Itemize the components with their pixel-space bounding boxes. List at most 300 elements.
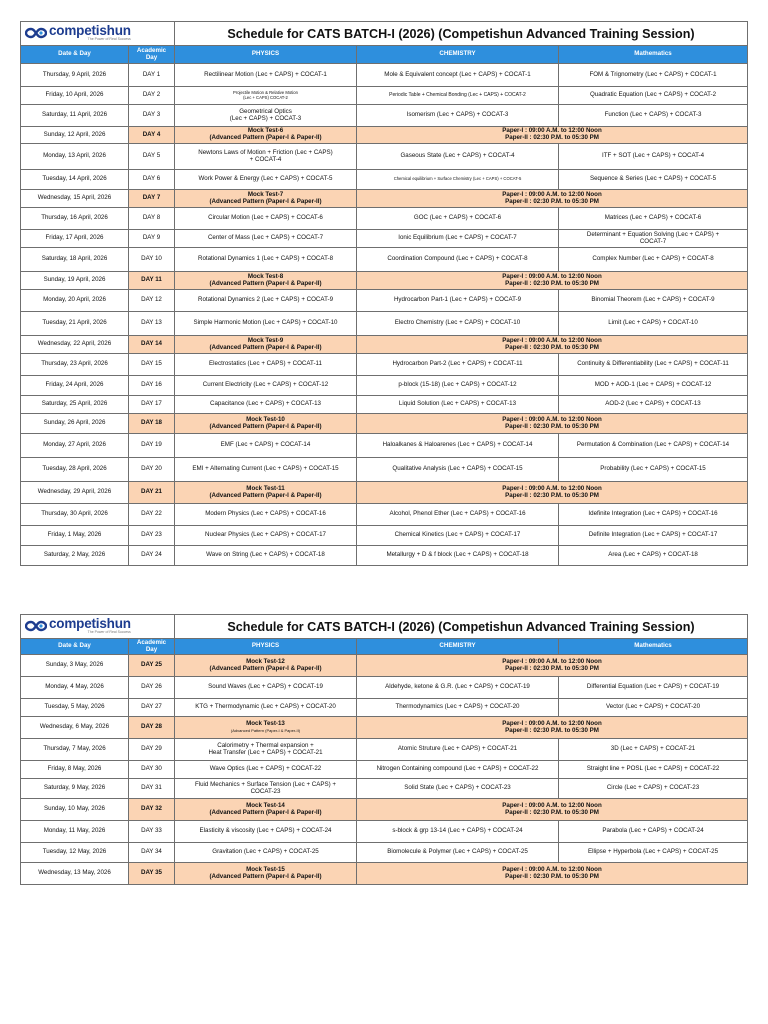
mathematics-cell-text: MOD + AOD-1 (Lec + CAPS) + COCAT-12 <box>594 381 712 389</box>
mock-test-cell <box>175 272 357 290</box>
mathematics-cell-text: Quadratic Equation (Lec + CAPS) + COCAT-2 <box>589 91 717 99</box>
physics-cell <box>175 779 357 799</box>
schedule-row <box>21 396 748 414</box>
chemistry-cell-text: Nitrogen Containing compound (Lec + CAPS) + COCAT-22 <box>376 765 539 773</box>
chemistry-cell-text: s-block & grp 13-14 (Lec + CAPS) + COCAT-24 <box>392 827 523 835</box>
chemistry-cell <box>357 105 559 127</box>
chemistry-cell-text: p-block (15-18) (Lec + CAPS) + COCAT-12 <box>398 381 517 389</box>
chemistry-cell <box>357 208 559 230</box>
physics-cell <box>175 290 357 312</box>
date-cell: Saturday, 2 May, 2026 <box>21 546 129 566</box>
physics-cell-text: Capacitance (Lec + CAPS) + COCAT-13 <box>210 400 321 408</box>
mathematics-cell <box>559 312 748 336</box>
mock-test-cell <box>175 127 357 144</box>
chemistry-cell <box>357 312 559 336</box>
mock-test-pattern: (Advanced Pattern (Paper-I & Paper-II) <box>230 727 301 733</box>
physics-cell <box>175 677 357 699</box>
academic-day-cell: DAY 13 <box>129 312 175 336</box>
date-cell: Tuesday, 21 April, 2026 <box>21 312 129 336</box>
date-cell: Sunday, 12 April, 2026 <box>21 127 129 144</box>
schedule-row <box>21 739 748 761</box>
paper-timing-cell <box>357 414 748 434</box>
mock-test-label: Mock Test-11 (Advanced Pattern (Paper-I & Paper-II) <box>209 484 322 499</box>
mathematics-cell <box>559 290 748 312</box>
logo <box>25 617 131 635</box>
academic-day-cell: DAY 30 <box>129 761 175 779</box>
chemistry-cell-text: Hydrocarbon Part-2 (Lec + CAPS) + COCAT-11 <box>392 360 523 368</box>
chemistry-cell <box>357 821 559 843</box>
mathematics-cell <box>559 230 748 248</box>
mathematics-cell <box>559 458 748 482</box>
chemistry-cell-text: Electro Chemistry (Lec + CAPS) + COCAT-10 <box>394 319 521 327</box>
mathematics-cell <box>559 504 748 526</box>
physics-cell <box>175 546 357 566</box>
date-cell: Thursday, 30 April, 2026 <box>21 504 129 526</box>
academic-day-cell: DAY 3 <box>129 105 175 127</box>
physics-cell <box>175 87 357 105</box>
mock-test-row <box>21 482 748 504</box>
physics-cell-text: Circular Motion (Lec + CAPS) + COCAT-6 <box>208 214 323 222</box>
chemistry-cell <box>357 230 559 248</box>
mathematics-cell-text: Circle (Lec + CAPS) + COCAT-23 <box>606 784 700 792</box>
physics-cell-text: Projectile Motion & Relative Motion (Lec + CAPS) COCAT-2 <box>233 89 298 100</box>
physics-cell <box>175 843 357 863</box>
academic-day-cell: DAY 18 <box>129 414 175 434</box>
academic-day-cell: DAY 14 <box>129 336 175 354</box>
mathematics-cell-text: Area (Lec + CAPS) + COCAT-18 <box>608 551 698 559</box>
physics-cell <box>175 208 357 230</box>
chemistry-cell <box>357 434 559 458</box>
chemistry-cell-text: Haloalkanes & Haloarenes (Lec + CAPS) + COCAT-14 <box>382 441 533 449</box>
date-cell: Sunday, 10 May, 2026 <box>21 799 129 821</box>
chemistry-cell-text: Liquid Solution (Lec + CAPS) + COCAT-13 <box>398 400 517 408</box>
column-header: Mathematics <box>559 46 748 64</box>
mock-test-cell <box>175 655 357 677</box>
mock-test-row <box>21 272 748 290</box>
mock-test-cell <box>175 482 357 504</box>
mock-test-label: Mock Test-14 (Advanced Pattern (Paper-I & Paper-II) <box>209 801 322 816</box>
physics-cell <box>175 230 357 248</box>
brand-name: competishun <box>49 22 131 38</box>
chemistry-cell-text: Mole & Equivalent concept (Lec + CAPS) + COCAT-1 <box>384 70 531 78</box>
mathematics-cell <box>559 779 748 799</box>
physics-cell <box>175 396 357 414</box>
physics-cell-text: Rotational Dynamics 2 (Lec + CAPS) + COCAT-9 <box>197 296 334 304</box>
date-cell: Monday, 13 April, 2026 <box>21 144 129 170</box>
date-cell: Wednesday, 6 May, 2026 <box>21 717 129 739</box>
date-cell: Monday, 27 April, 2026 <box>21 434 129 458</box>
brand-tagline: The Power of Real Success <box>87 37 131 42</box>
date-cell: Monday, 11 May, 2026 <box>21 821 129 843</box>
physics-cell-text: Nuclear Physics (Lec + CAPS) + COCAT-17 <box>205 531 326 539</box>
mathematics-cell <box>559 105 748 127</box>
academic-day-cell: DAY 17 <box>129 396 175 414</box>
date-cell: Tuesday, 14 April, 2026 <box>21 170 129 190</box>
chemistry-cell <box>357 248 559 272</box>
schedule-row <box>21 64 748 87</box>
column-header-row <box>21 639 748 655</box>
academic-day-cell: DAY 29 <box>129 739 175 761</box>
academic-day-cell: DAY 6 <box>129 170 175 190</box>
schedule-row <box>21 458 748 482</box>
date-cell: Friday, 10 April, 2026 <box>21 87 129 105</box>
physics-cell-text: Wave Optics (Lec + CAPS) + COCAT-22 <box>209 765 322 773</box>
academic-day-cell: DAY 31 <box>129 779 175 799</box>
physics-cell <box>175 458 357 482</box>
paper-timing-text: Paper-I : 09:00 A.M. to 12:00 Noon Paper-II : 02:30 P.M. to 05:30 PM <box>502 272 602 287</box>
physics-cell-text: Simple Harmonic Motion (Lec + CAPS) + COCAT-10 <box>193 319 338 327</box>
mathematics-cell <box>559 677 748 699</box>
chemistry-cell-text: Ionic Equilibrium (Lec + CAPS) + COCAT-7 <box>398 234 517 242</box>
date-cell: Thursday, 7 May, 2026 <box>21 739 129 761</box>
physics-cell-text: Geometrical Optics (Lec + CAPS) + COCAT-3 <box>229 107 302 122</box>
mathematics-cell <box>559 144 748 170</box>
mock-test-row <box>21 190 748 208</box>
mathematics-cell-text: Permutation & Combination (Lec + CAPS) + COCAT-14 <box>576 441 730 449</box>
academic-day-cell: DAY 1 <box>129 64 175 87</box>
mathematics-cell-text: 3D (Lec + CAPS) + COCAT-21 <box>610 745 696 753</box>
physics-cell <box>175 312 357 336</box>
chemistry-cell-text: Chemical Kinetics (Lec + CAPS) + COCAT-17 <box>394 531 521 539</box>
physics-cell <box>175 64 357 87</box>
mathematics-cell-text: Continuity & Differentiability (Lec + CAPS) + COCAT-11 <box>577 360 729 368</box>
mathematics-cell-text: Limit (Lec + CAPS) + COCAT-10 <box>608 319 698 327</box>
chemistry-cell <box>357 504 559 526</box>
schedule-title-cell <box>175 22 748 46</box>
mathematics-cell <box>559 354 748 376</box>
mathematics-cell <box>559 248 748 272</box>
physics-cell-text: Newtons Laws of Motion + Friction (Lec + CAPS) + COCAT-4 <box>198 148 333 163</box>
date-cell: Saturday, 25 April, 2026 <box>21 396 129 414</box>
chemistry-cell <box>357 739 559 761</box>
mathematics-cell <box>559 170 748 190</box>
date-cell: Friday, 8 May, 2026 <box>21 761 129 779</box>
physics-cell-text: Calorimetry + Thermal expansion + Heat Transfer (Lec + CAPS) + COCAT-21 <box>208 741 323 756</box>
physics-cell <box>175 248 357 272</box>
academic-day-cell: DAY 9 <box>129 230 175 248</box>
mock-test-row <box>21 717 748 739</box>
schedule-table-1 <box>20 21 748 566</box>
date-cell: Wednesday, 29 April, 2026 <box>21 482 129 504</box>
physics-cell-text: Elasticity & viscosity (Lec + CAPS) + COCAT-24 <box>199 827 332 835</box>
physics-cell <box>175 170 357 190</box>
paper-timing-cell <box>357 799 748 821</box>
paper-timing-cell <box>357 482 748 504</box>
chemistry-cell-text: Alcohol, Phenol Ether (Lec + CAPS) + COCAT-16 <box>389 510 526 518</box>
chemistry-cell <box>357 677 559 699</box>
physics-cell-text: Work Power & Energy (Lec + CAPS) + COCAT-5 <box>198 175 333 183</box>
chemistry-cell-text: Metallurgy + D & f block (Lec + CAPS) + COCAT-18 <box>386 551 529 559</box>
date-cell: Saturday, 11 April, 2026 <box>21 105 129 127</box>
mock-test-cell <box>175 863 357 885</box>
mathematics-cell-text: Differential Equation (Lec + CAPS) + COCAT-19 <box>586 683 720 691</box>
schedule-row <box>21 354 748 376</box>
mathematics-cell-text: Matrices (Lec + CAPS) + COCAT-6 <box>604 214 702 222</box>
schedule-title-cell <box>175 615 748 639</box>
column-header: Academic Day <box>129 639 175 655</box>
mock-test-row <box>21 799 748 821</box>
schedule-row <box>21 87 748 105</box>
academic-day-cell: DAY 5 <box>129 144 175 170</box>
mathematics-cell-text: Binomial Theorem (Lec + CAPS) + COCAT-9 <box>591 296 715 304</box>
chemistry-cell-text: Atomic Struture (Lec + CAPS) + COCAT-21 <box>397 745 518 753</box>
date-cell: Sunday, 19 April, 2026 <box>21 272 129 290</box>
mathematics-cell <box>559 526 748 546</box>
physics-cell <box>175 144 357 170</box>
mock-test-row <box>21 127 748 144</box>
mock-test-label: Mock Test-12 (Advanced Pattern (Paper-I & Paper-II) <box>209 657 322 672</box>
paper-timing-cell <box>357 655 748 677</box>
chemistry-cell <box>357 526 559 546</box>
schedule-row <box>21 434 748 458</box>
schedule-table-2 <box>20 614 748 885</box>
mock-test-row <box>21 655 748 677</box>
column-header: Academic Day <box>129 46 175 64</box>
mathematics-cell-text: Definite Integration (Lec + CAPS) + COCAT-17 <box>588 531 718 539</box>
physics-cell <box>175 699 357 717</box>
column-header: PHYSICS <box>175 46 357 64</box>
paper-timing-text: Paper-I : 09:00 A.M. to 12:00 Noon Paper-II : 02:30 P.M. to 05:30 PM <box>502 719 602 734</box>
academic-day-cell: DAY 4 <box>129 127 175 144</box>
date-cell: Tuesday, 12 May, 2026 <box>21 843 129 863</box>
mock-test-row <box>21 414 748 434</box>
schedule-row <box>21 821 748 843</box>
date-cell: Wednesday, 15 April, 2026 <box>21 190 129 208</box>
academic-day-cell: DAY 8 <box>129 208 175 230</box>
schedule-row <box>21 290 748 312</box>
academic-day-cell: DAY 33 <box>129 821 175 843</box>
mathematics-cell-text: ITF + SOT (Lec + CAPS) + COCAT-4 <box>601 152 705 160</box>
date-cell: Wednesday, 22 April, 2026 <box>21 336 129 354</box>
mathematics-cell-text: Probability (Lec + CAPS) + COCAT-15 <box>600 465 706 473</box>
paper-timing-cell <box>357 717 748 739</box>
physics-cell <box>175 739 357 761</box>
date-cell: Sunday, 3 May, 2026 <box>21 655 129 677</box>
mock-test-label: Mock Test-8 (Advanced Pattern (Paper-I & Paper-II) <box>209 272 322 287</box>
academic-day-cell: DAY 25 <box>129 655 175 677</box>
physics-cell <box>175 434 357 458</box>
chemistry-cell-text: GOC (Lec + CAPS) + COCAT-6 <box>413 214 502 222</box>
physics-cell-text: EMI + Alternating Current (Lec + CAPS) + COCAT-15 <box>192 465 339 473</box>
date-cell: Tuesday, 5 May, 2026 <box>21 699 129 717</box>
schedule-row <box>21 699 748 717</box>
physics-cell-text: Current Electricity (Lec + CAPS) + COCAT-12 <box>202 381 329 389</box>
physics-cell-text: Fluid Mechanics + Surface Tension (Lec + CAPS) + COCAT-23 <box>194 780 337 795</box>
date-cell: Saturday, 18 April, 2026 <box>21 248 129 272</box>
column-header: Date & Day <box>21 46 129 64</box>
academic-day-cell: DAY 34 <box>129 843 175 863</box>
paper-timing-text: Paper-I : 09:00 A.M. to 12:00 Noon Paper-II : 02:30 P.M. to 05:30 PM <box>502 190 602 205</box>
schedule-row <box>21 779 748 799</box>
date-cell: Friday, 17 April, 2026 <box>21 230 129 248</box>
chemistry-cell-text: Qualitative Analysis (Lec + CAPS) + COCAT-15 <box>392 465 523 473</box>
schedule-row <box>21 312 748 336</box>
mock-test-label: Mock Test-7 (Advanced Pattern (Paper-I & Paper-II) <box>209 190 322 205</box>
date-cell: Sunday, 26 April, 2026 <box>21 414 129 434</box>
title-row <box>21 22 748 46</box>
paper-timing-text: Paper-I : 09:00 A.M. to 12:00 Noon Paper-II : 02:30 P.M. to 05:30 PM <box>502 336 602 351</box>
paper-timing-cell <box>357 272 748 290</box>
date-cell: Friday, 24 April, 2026 <box>21 376 129 396</box>
mathematics-cell <box>559 396 748 414</box>
mathematics-cell <box>559 761 748 779</box>
mathematics-cell <box>559 843 748 863</box>
schedule-row <box>21 376 748 396</box>
schedule-row <box>21 843 748 863</box>
date-cell: Tuesday, 28 April, 2026 <box>21 458 129 482</box>
schedule-row <box>21 248 748 272</box>
column-header-row <box>21 46 748 64</box>
academic-day-cell: DAY 2 <box>129 87 175 105</box>
title-row <box>21 615 748 639</box>
paper-timing-text: Paper-I : 09:00 A.M. to 12:00 Noon Paper-II : 02:30 P.M. to 05:30 PM <box>502 801 602 816</box>
chemistry-cell <box>357 699 559 717</box>
academic-day-cell: DAY 32 <box>129 799 175 821</box>
schedule-row <box>21 170 748 190</box>
schedule-row <box>21 208 748 230</box>
mock-test-cell <box>175 336 357 354</box>
mock-test-label: Mock Test-15 (Advanced Pattern (Paper-I & Paper-II) <box>209 865 322 880</box>
date-cell: Thursday, 16 April, 2026 <box>21 208 129 230</box>
academic-day-cell: DAY 16 <box>129 376 175 396</box>
date-cell: Wednesday, 13 May, 2026 <box>21 863 129 885</box>
mathematics-cell <box>559 208 748 230</box>
chemistry-cell-text: Thermodynamics (Lec + CAPS) + COCAT-20 <box>395 703 520 711</box>
academic-day-cell: DAY 22 <box>129 504 175 526</box>
chemistry-cell <box>357 761 559 779</box>
paper-timing-text: Paper-I : 09:00 A.M. to 12:00 Noon Paper-II : 02:30 P.M. to 05:30 PM <box>502 865 602 880</box>
physics-cell <box>175 354 357 376</box>
physics-cell <box>175 526 357 546</box>
mathematics-cell <box>559 546 748 566</box>
paper-timing-cell <box>357 190 748 208</box>
chemistry-cell-text: Chemical equilibrium + Surface Chemistry (Lec + CAPS) + COCAT-5 <box>393 176 522 182</box>
mock-test-label: Mock Test-6 (Advanced Pattern (Paper-I & Paper-II) <box>209 127 322 141</box>
mock-test-label: Mock Test-13 <box>246 719 285 727</box>
chemistry-cell <box>357 396 559 414</box>
mathematics-cell-text: Parabola (Lec + CAPS) + COCAT-24 <box>602 827 704 835</box>
physics-cell-text: Wave on String (Lec + CAPS) + COCAT-18 <box>206 551 325 559</box>
physics-cell <box>175 761 357 779</box>
mathematics-cell <box>559 87 748 105</box>
physics-cell <box>175 376 357 396</box>
schedule-title: Schedule for CATS BATCH-I (2026) (Competishun Advanced Training Session) <box>227 26 695 41</box>
mock-test-cell <box>175 717 357 739</box>
chemistry-cell-text: Solid State (Lec + CAPS) + COCAT-23 <box>404 784 511 792</box>
date-cell: Monday, 20 April, 2026 <box>21 290 129 312</box>
academic-day-cell: DAY 11 <box>129 272 175 290</box>
mathematics-cell-text: Complex Number (Lec + CAPS) + COCAT-8 <box>592 255 714 263</box>
date-cell: Saturday, 9 May, 2026 <box>21 779 129 799</box>
chemistry-cell-text: Biomolecule & Polymer (Lec + CAPS) + COCAT-25 <box>387 848 528 856</box>
mock-test-cell <box>175 190 357 208</box>
schedule-title: Schedule for CATS BATCH-I (2026) (Competishun Advanced Training Session) <box>227 619 695 634</box>
column-header: CHEMISTRY <box>357 46 559 64</box>
column-header: PHYSICS <box>175 639 357 655</box>
physics-cell-text: EMF (Lec + CAPS) + COCAT-14 <box>220 441 311 449</box>
mock-test-cell <box>175 414 357 434</box>
paper-timing-cell <box>357 127 748 144</box>
column-header: CHEMISTRY <box>357 639 559 655</box>
mathematics-cell-text: AOD-2 (Lec + CAPS) + COCAT-13 <box>605 400 701 408</box>
mock-test-row <box>21 863 748 885</box>
physics-cell-text: Electrostatics (Lec + CAPS) + COCAT-11 <box>209 360 322 368</box>
mathematics-cell-text: Ellipse + Hyperbola (Lec + CAPS) + COCAT-25 <box>587 848 719 856</box>
academic-day-cell: DAY 28 <box>129 717 175 739</box>
mathematics-cell-text: FOM & Trignometry (Lec + CAPS) + COCAT-1 <box>589 70 717 78</box>
mathematics-cell-text: Sequence & Series (Lec + CAPS) + COCAT-5 <box>589 175 717 183</box>
academic-day-cell: DAY 35 <box>129 863 175 885</box>
physics-cell-text: Modern Physics (Lec + CAPS) + COCAT-16 <box>205 510 326 518</box>
column-header: Mathematics <box>559 639 748 655</box>
chemistry-cell <box>357 779 559 799</box>
mathematics-cell-text: Vector (Lec + CAPS) + COCAT-20 <box>605 703 701 711</box>
schedule-row <box>21 230 748 248</box>
chemistry-cell <box>357 290 559 312</box>
mock-test-label: Mock Test-10 (Advanced Pattern (Paper-I & Paper-II) <box>209 415 322 430</box>
paper-timing-cell <box>357 863 748 885</box>
chemistry-cell-text: Periodic Table + Chemical Bonding (Lec + CAPS) + COCAT-2 <box>389 91 526 98</box>
competishun-logo-icon <box>25 27 47 39</box>
chemistry-cell-text: Isomerism (Lec + CAPS) + COCAT-3 <box>406 111 509 119</box>
mathematics-cell <box>559 64 748 87</box>
mock-test-row <box>21 336 748 354</box>
paper-timing-text: Paper-I : 09:00 A.M. to 12:00 Noon Paper-II : 02:30 P.M. to 05:30 PM <box>502 415 602 430</box>
logo <box>25 24 131 42</box>
schedule-row <box>21 105 748 127</box>
schedule-row <box>21 677 748 699</box>
chemistry-cell <box>357 546 559 566</box>
physics-cell-text: Sound Waves (Lec + CAPS) + COCAT-19 <box>208 683 323 691</box>
chemistry-cell <box>357 354 559 376</box>
date-cell: Friday, 1 May, 2026 <box>21 526 129 546</box>
physics-cell <box>175 504 357 526</box>
academic-day-cell: DAY 26 <box>129 677 175 699</box>
academic-day-cell: DAY 27 <box>129 699 175 717</box>
academic-day-cell: DAY 19 <box>129 434 175 458</box>
mathematics-cell <box>559 376 748 396</box>
academic-day-cell: DAY 15 <box>129 354 175 376</box>
paper-timing-cell <box>357 336 748 354</box>
paper-timing-text: Paper-I : 09:00 A.M. to 12:00 Noon Paper-II : 02:30 P.M. to 05:30 PM <box>502 127 602 141</box>
chemistry-cell-text: Gaseous State (Lec + CAPS) + COCAT-4 <box>400 152 515 160</box>
paper-timing-text: Paper-I : 09:00 A.M. to 12:00 Noon Paper-II : 02:30 P.M. to 05:30 PM <box>502 657 602 672</box>
brand-tagline: The Power of Real Success <box>87 630 131 635</box>
chemistry-cell <box>357 843 559 863</box>
mathematics-cell <box>559 821 748 843</box>
physics-cell-text: Rectilinear Motion (Lec + CAPS) + COCAT-1 <box>204 70 327 78</box>
academic-day-cell: DAY 23 <box>129 526 175 546</box>
mathematics-cell <box>559 434 748 458</box>
brand-logo <box>21 615 175 639</box>
brand-logo <box>21 22 175 46</box>
schedule-row <box>21 526 748 546</box>
competishun-logo-icon <box>25 620 47 632</box>
schedule-row <box>21 546 748 566</box>
chemistry-cell-text: Aldehyde, ketone & G.R. (Lec + CAPS) + COCAT-19 <box>385 683 530 691</box>
academic-day-cell: DAY 10 <box>129 248 175 272</box>
physics-cell-text: KTG + Thermodynamic (Lec + CAPS) + COCAT-20 <box>195 703 336 711</box>
mathematics-cell <box>559 699 748 717</box>
chemistry-cell <box>357 458 559 482</box>
academic-day-cell: DAY 21 <box>129 482 175 504</box>
physics-cell-text: Center of Mass (Lec + CAPS) + COCAT-7 <box>207 234 324 242</box>
academic-day-cell: DAY 24 <box>129 546 175 566</box>
mock-test-cell <box>175 799 357 821</box>
chemistry-cell <box>357 87 559 105</box>
chemistry-cell <box>357 144 559 170</box>
brand-name: competishun <box>49 615 131 631</box>
